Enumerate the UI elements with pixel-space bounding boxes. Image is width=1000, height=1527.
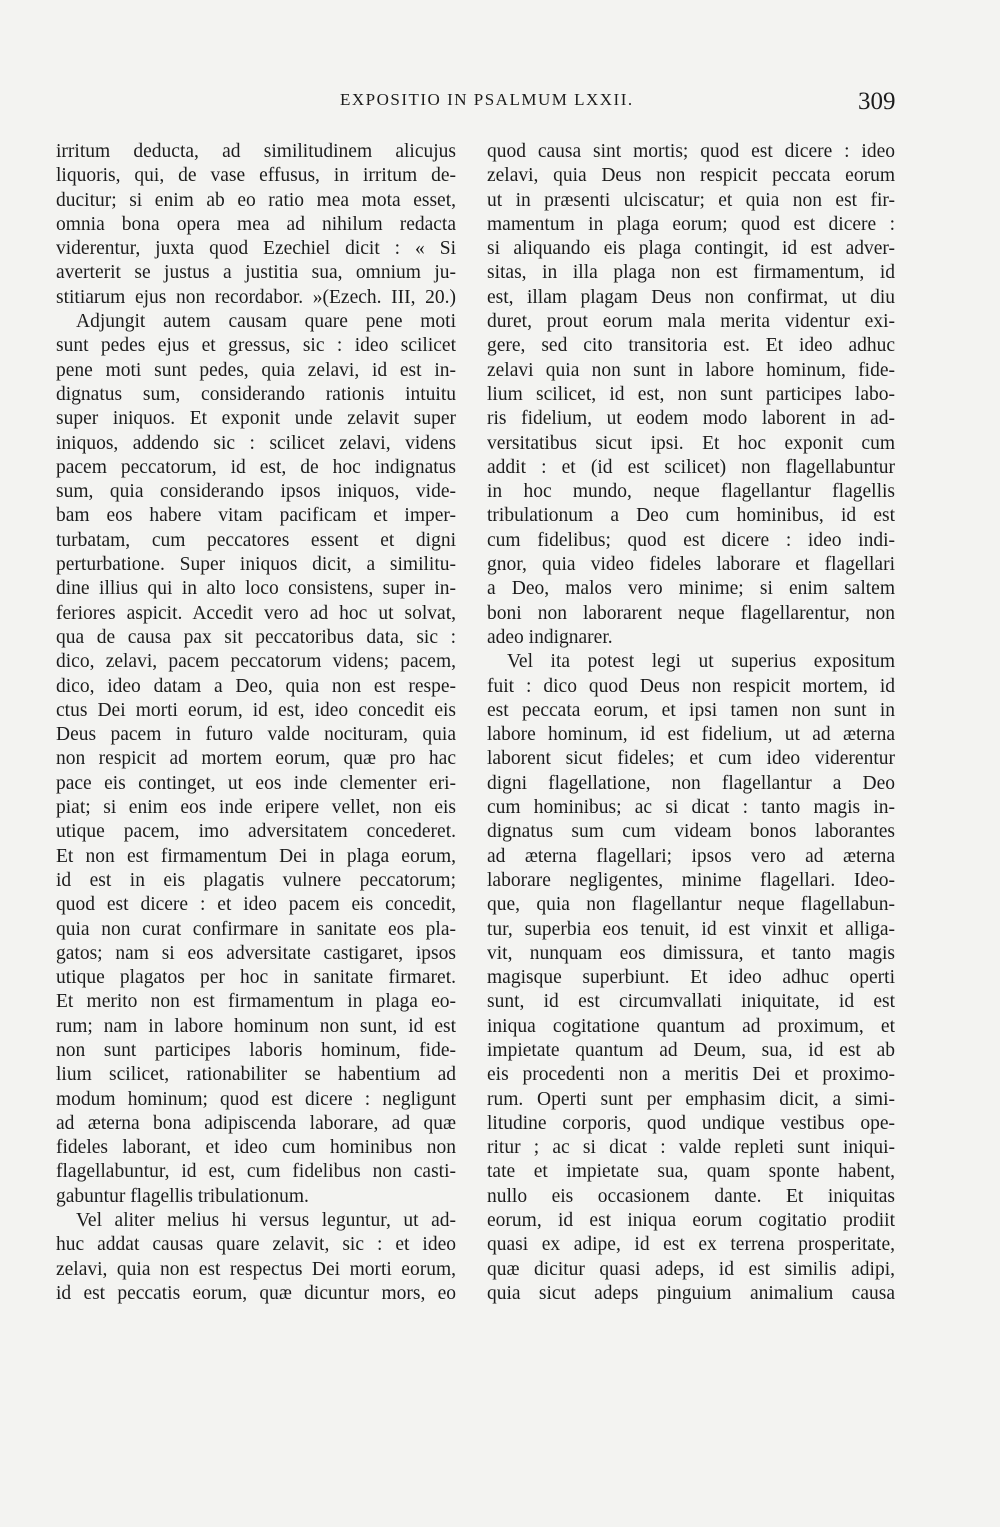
text-line: tribulationum a Deo cum hominibus, id est <box>487 505 895 527</box>
text-line: rum; nam in labore hominum non sunt, id est <box>56 1015 456 1037</box>
text-line: super iniquos. Et exponit unde zelavit super <box>56 408 456 430</box>
text-line: Adjungit autem causam quare pene moti <box>76 311 456 333</box>
text-line: impietate quantum ad Deum, sua, id est ab <box>487 1039 895 1061</box>
text-line: ctus Dei morti eorum, id est, ideo concedit eis <box>56 699 456 721</box>
text-line: pace eis continget, ut eos inde clementer eri- <box>56 772 456 794</box>
text-line: eorum, id est iniqua eorum cogitatio prodiit <box>487 1210 895 1232</box>
text-line: quia sicut adeps pinguium animalium causa <box>487 1282 895 1304</box>
text-line: digni flagellatione, non flagellantur a Deo <box>487 772 895 794</box>
text-line: dignatus sum cum videam bonos laborantes <box>487 821 895 843</box>
text-line: ut in præsenti ulciscatur; et quia non est fir- <box>487 189 895 211</box>
text-line: zelavi quia non sunt in labore hominum, fide- <box>487 359 895 381</box>
text-line: Vel ita potest legi ut superius expositum <box>507 651 895 673</box>
text-line: Et non est firmamentum Dei in plaga eorum, <box>56 845 456 867</box>
text-line: ris fidelium, ut eodem modo laborent in ad- <box>487 408 895 430</box>
text-line: id est in eis plagatis vulnere peccatorum; <box>56 869 456 891</box>
text-line: ad æterna bona adipiscenda laborare, ad quæ <box>56 1112 456 1134</box>
text-line: omnia bona opera mea ad nihilum redacta <box>56 213 456 235</box>
text-line: dignatus sum, considerando rationis intuitu <box>56 383 456 405</box>
text-line: liquoris, qui, de vase effusus, in irritum de- <box>56 165 456 187</box>
text-line: Vel aliter melius hi versus leguntur, ut ad- <box>76 1210 456 1232</box>
text-line: si aliquando eis plaga contingit, id est adver- <box>487 238 895 260</box>
text-line: flagellabuntur, id est, cum fidelibus non casti- <box>56 1161 456 1183</box>
text-line: huc addat causas quare zelavit, sic : et ideo <box>56 1234 456 1256</box>
text-line: quæ dicitur quasi adeps, id est similis adipi, <box>487 1258 895 1280</box>
text-line: lium scilicet, id est, non sunt participes labo- <box>487 383 895 405</box>
text-line: bam eos habere vitam pacificam et imper- <box>56 505 456 527</box>
text-line: qua de causa pax sit peccatoribus data, sic : <box>56 626 456 648</box>
text-line: que, quia non flagellantur neque flagellabun- <box>487 894 895 916</box>
text-line: non respicit ad mortem eorum, quæ pro hac <box>56 748 456 770</box>
text-line: magisque superbiunt. Et ideo adhuc operti <box>487 967 895 989</box>
text-line: fideles laborant, et ideo cum hominibus non <box>56 1137 456 1159</box>
text-line: quod causa sint mortis; quod est dicere : ideo <box>487 141 895 162</box>
text-line: litudine corporis, quod undique vestibus ope- <box>487 1112 895 1134</box>
text-line: versitatibus sicut ipsi. Et hoc exponit cum <box>487 432 895 454</box>
text-line: non sunt participes laboris hominum, fide- <box>56 1039 456 1061</box>
text-line: cum hominibus; ac si dicat : tanto magis in- <box>487 797 895 819</box>
text-line: gnor, quia video fideles laborare et flagellari <box>487 554 895 576</box>
text-line: ritur ; ac si dicat : valde repleti sunt iniqui- <box>487 1137 895 1159</box>
text-line: Deus pacem in futuro valde nocituram, quia <box>56 724 456 746</box>
text-line: eis procedenti non a meritis Dei et proximo- <box>487 1064 895 1086</box>
text-line: sunt pedes ejus et gressus, sic : ideo scilicet <box>56 335 456 357</box>
text-line: dico, ideo datam a Deo, quia non est respe- <box>56 675 456 697</box>
text-line: sunt, id est circumvallati iniquitate, id est <box>487 991 895 1013</box>
text-line: est peccata eorum, et ipsi tamen non sunt in <box>487 699 895 721</box>
text-column-right <box>487 140 895 1306</box>
text-line: pene moti sunt pedes, quia zelavi, id est in- <box>56 359 456 381</box>
text-line: laborent sicut fideles; et cum ideo viderentur <box>487 748 895 770</box>
text-line: perturbatione. Super iniquos dicit, a similitu- <box>56 554 456 576</box>
text-line: Et merito non est firmamentum in plaga eo- <box>56 991 456 1013</box>
text-line: mamentum in plaga eorum; quod est dicere : <box>487 213 895 235</box>
page-number: 309 <box>858 88 896 115</box>
text-line: sum, quia considerando ipsos iniquos, vide- <box>56 481 456 503</box>
text-line: rum. Operti sunt per emphasim dicit, a simi- <box>487 1088 895 1110</box>
text-line: pacem peccatorum, id est, de hoc indignatus <box>56 456 456 478</box>
text-line: cum fidelibus; quod est dicere : ideo indi- <box>487 529 895 551</box>
text-line: ad æterna flagellari; ipsos vero ad æterna <box>487 845 895 867</box>
text-line: iniqua cogitatione quantum ad proximum, et <box>487 1015 895 1037</box>
text-line: piat; si enim eos inde eripere vellet, non eis <box>56 797 456 819</box>
text-column-left <box>56 140 456 1306</box>
text-line: gabuntur flagellis tribulationum. <box>56 1185 309 1207</box>
text-line: quia non curat confirmare in sanitate eos pla- <box>56 918 456 940</box>
text-line: gatos; nam si eos adversitate castigaret, ipsos <box>56 942 456 964</box>
text-line: turbatam, cum peccatores essent et digni <box>56 529 456 551</box>
text-line: dine illius qui in alto loco consistens, super in- <box>56 578 456 600</box>
text-line: iniquos, addendo sic : scilicet zelavi, videns <box>56 432 456 454</box>
text-line: stitiarum ejus non recordabor. »(Ezech. III, 20.) <box>56 286 456 308</box>
text-line: irritum deducta, ad similitudinem alicujus <box>56 141 456 162</box>
text-line: quod est dicere : et ideo pacem eis concedit, <box>56 894 456 916</box>
text-line: labore hominum, id est fidelium, ut ad æterna <box>487 724 895 746</box>
text-line: feriores aspicit. Accedit vero ad hoc ut solvat, <box>56 602 456 624</box>
text-line: in hoc mundo, neque flagellantur flagellis <box>487 481 895 503</box>
text-line: id est peccatis eorum, quæ dicuntur mors, eo <box>56 1282 456 1304</box>
text-line: sitas, in illa plaga non est firmamentum, id <box>487 262 895 284</box>
text-line: utique plagatos per hoc in sanitate firmaret. <box>56 967 456 989</box>
text-line: tur, superbia eos tenuit, id est vinxit et alliga- <box>487 918 895 940</box>
text-line: zelavi, quia Deus non respicit peccata eorum <box>487 165 895 187</box>
text-line: quasi ex adipe, id est ex terrena prosperitate, <box>487 1234 895 1256</box>
text-line: ducitur; si enim ab eo ratio mea mota esset, <box>56 189 456 211</box>
text-line: gere, sed cito transitoria est. Et ideo adhuc <box>487 335 895 357</box>
text-line: nullo eis occasionem dante. Et iniquitas <box>487 1185 895 1207</box>
text-line: est, illam plagam Deus non confirmat, ut diu <box>487 286 895 308</box>
text-line: tate et impietate sua, quam sponte habent, <box>487 1161 895 1183</box>
text-line: modum hominum; quod est dicere : negligunt <box>56 1088 456 1110</box>
text-line: a Deo, malos vero minime; si enim saltem <box>487 578 895 600</box>
text-line: adeo indignarer. <box>487 626 613 648</box>
text-line: zelavi, quia non est respectus Dei morti eorum, <box>56 1258 456 1280</box>
text-line: utique pacem, imo adversitatem concederet. <box>56 821 456 843</box>
text-line: addit : et (id est scilicet) non flagellabuntur <box>487 456 895 478</box>
text-line: viderentur, juxta quod Ezechiel dicit : « Si <box>56 238 456 260</box>
text-line: averterit se justus a justitia sua, omnium ju- <box>56 262 456 284</box>
text-line: lium scilicet, rationabiliter se habentium ad <box>56 1064 456 1086</box>
text-line: dico, zelavi, pacem peccatorum videns; pacem, <box>56 651 456 673</box>
text-line: vit, nunquam eos dimissura, et tanto magis <box>487 942 895 964</box>
text-line: fuit : dico quod Deus non respicit mortem, id <box>487 675 895 697</box>
running-head: EXPOSITIO IN PSALMUM LXXII. <box>340 90 634 109</box>
text-line: duret, prout eorum mala merita videntur exi- <box>487 311 895 333</box>
text-line: laborare negligentes, minime flagellari. Ideo- <box>487 869 895 891</box>
text-line: boni non laborarent neque flagellarentur, non <box>487 602 895 624</box>
